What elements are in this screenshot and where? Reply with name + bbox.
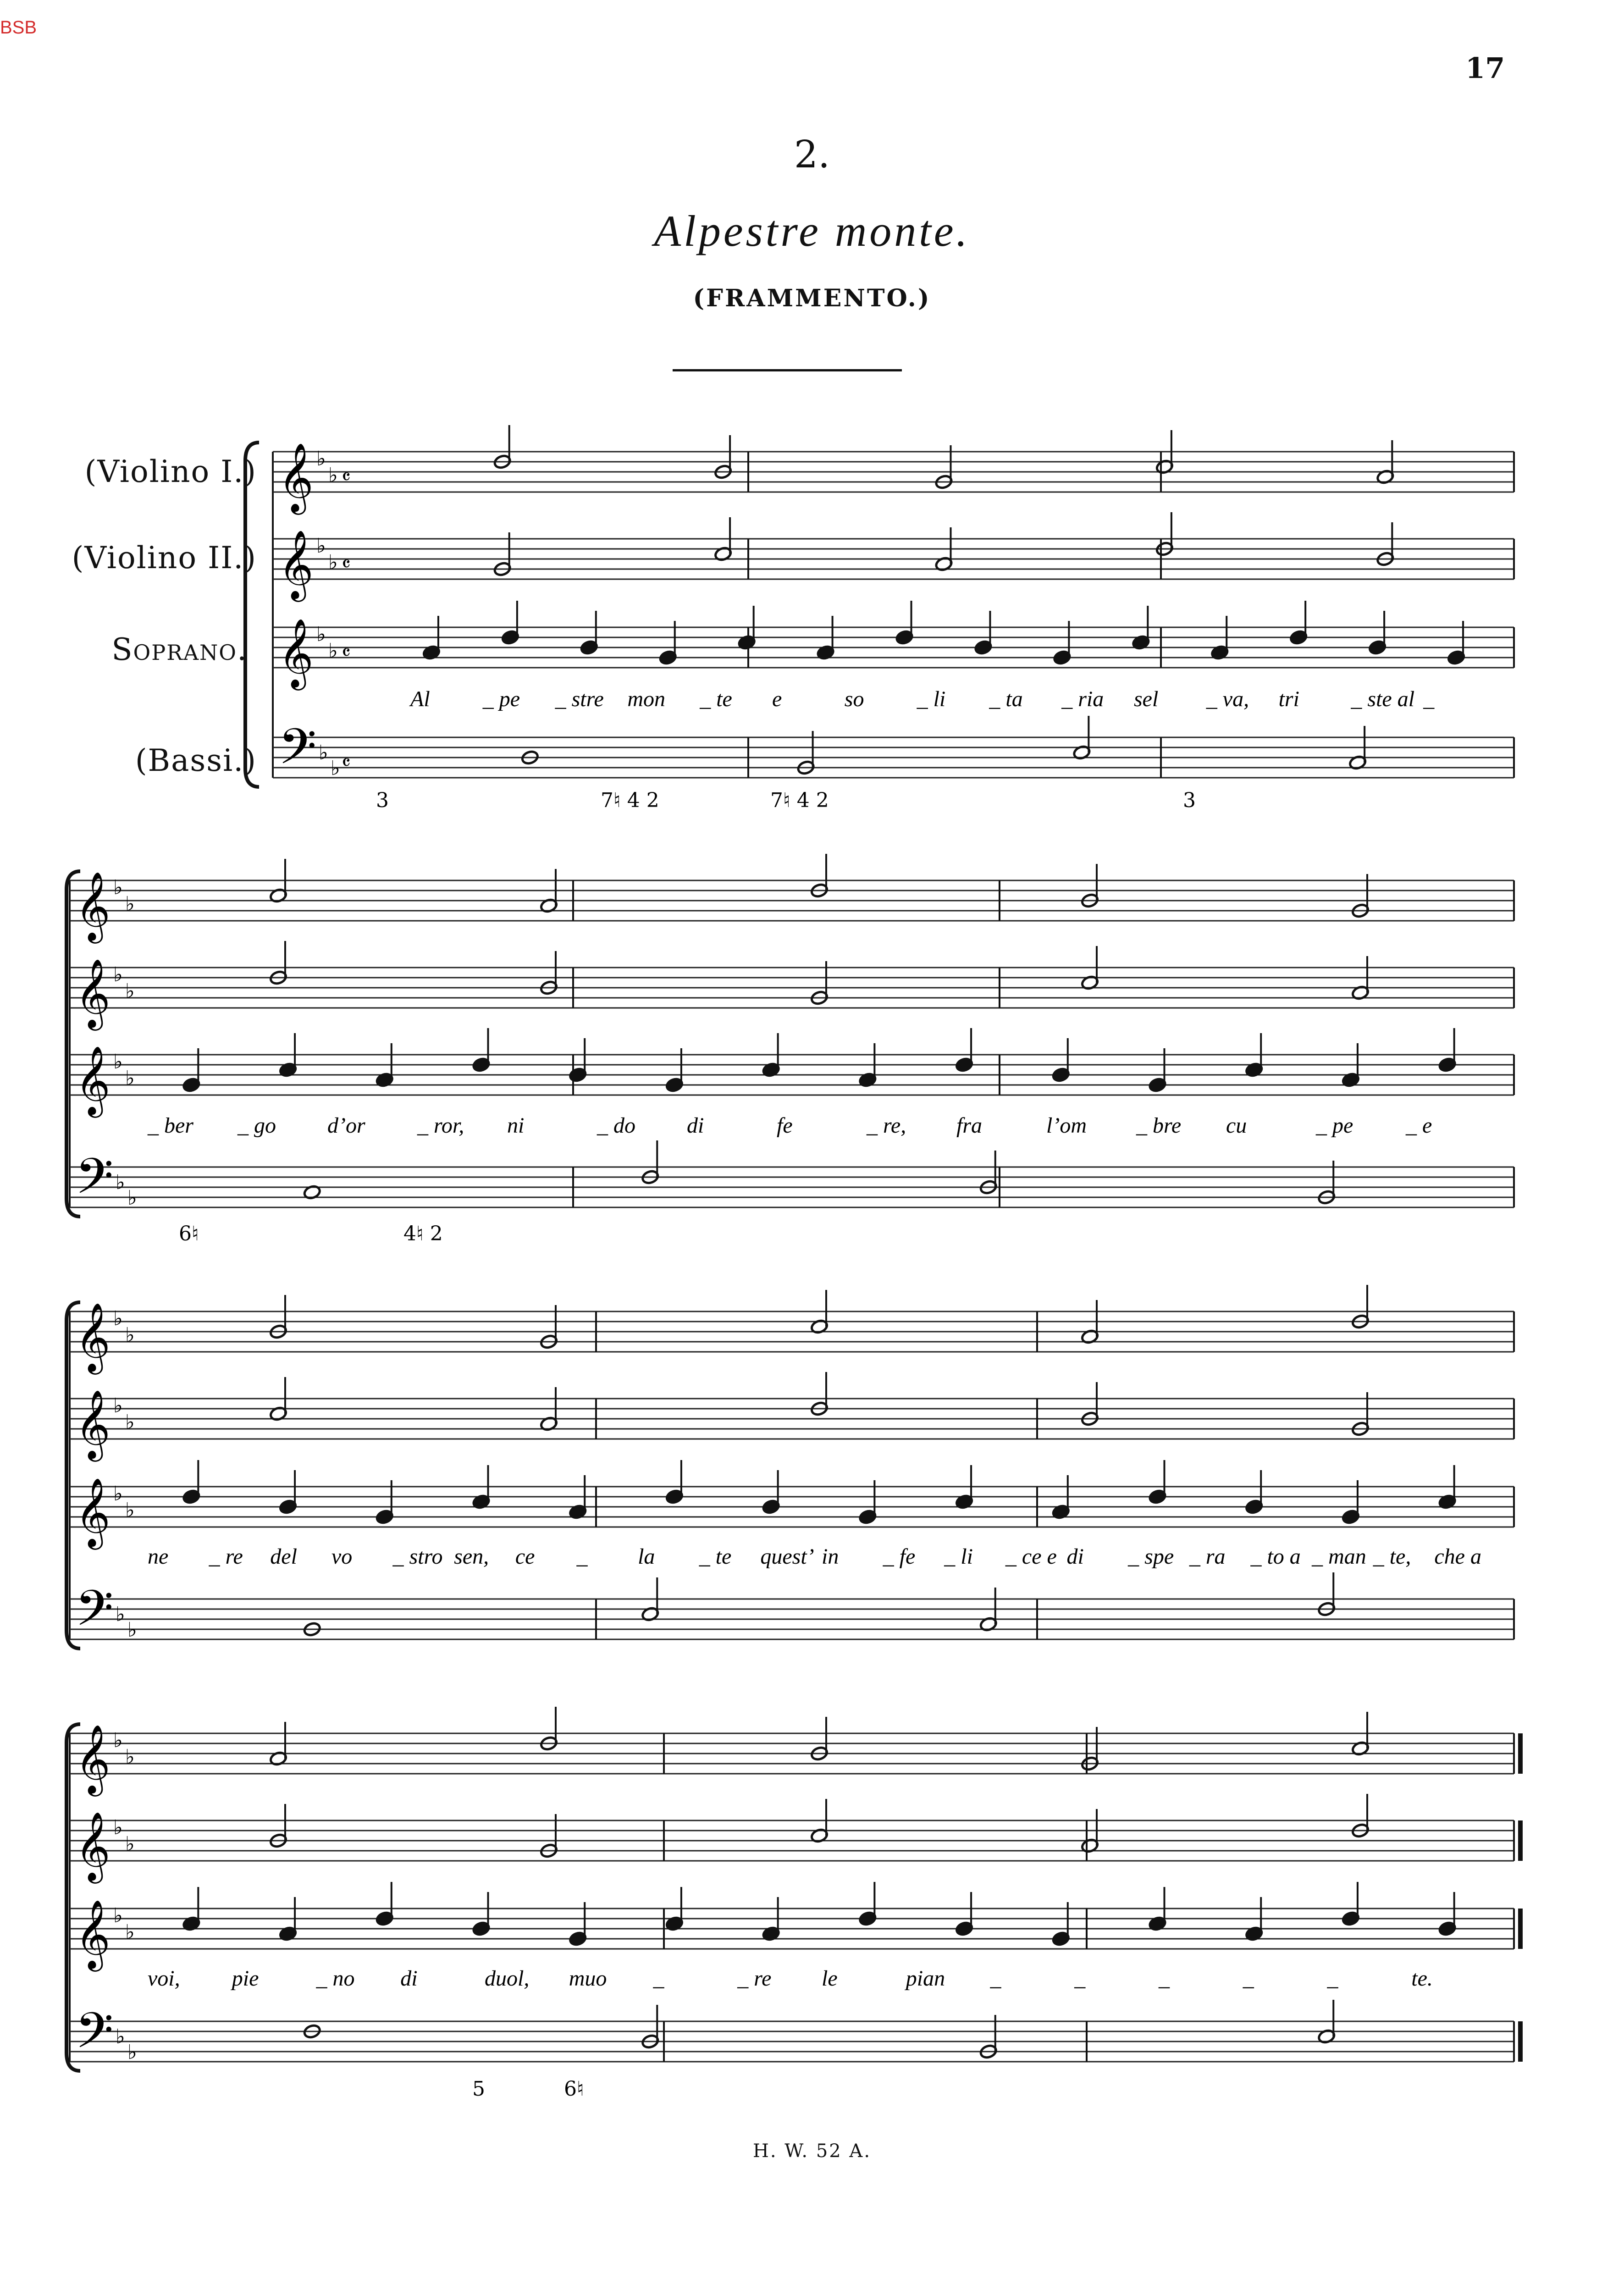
part-label-soprano: Soprano.	[111, 632, 248, 667]
lyric-syllable: sel	[1134, 687, 1159, 711]
flat-icon: ♭	[331, 757, 340, 780]
flat-icon: ♭	[116, 1171, 125, 1194]
lyric-syllable: _ va,	[1206, 687, 1249, 711]
treble-clef-icon: 𝄞	[75, 871, 110, 941]
flat-icon: ♭	[319, 741, 328, 764]
flat-icon: ♭	[116, 1603, 125, 1626]
bass-clef-icon: 𝄢	[278, 718, 317, 787]
flat-icon: ♭	[328, 464, 338, 487]
library-stamp: BSB	[0, 17, 37, 38]
figured-bass: 6♮	[564, 2077, 584, 2101]
treble-clef-icon: 𝄞	[75, 1389, 110, 1459]
figured-bass: 5	[472, 2077, 485, 2101]
part-label-bassi: (Bassi.)	[135, 743, 257, 778]
lyric-syllable: _ ror,	[417, 1113, 464, 1138]
flat-icon: ♭	[316, 447, 326, 470]
lyric-syllable: _ spe	[1128, 1544, 1174, 1569]
flat-icon: ♭	[316, 623, 326, 646]
treble-clef-icon: 𝄞	[278, 529, 314, 599]
lyric-syllable: fe	[777, 1113, 793, 1138]
lyric-syllable: _ re,	[867, 1113, 906, 1138]
lyric-syllable: Al	[410, 687, 430, 711]
lyric-syllable: la	[638, 1544, 655, 1569]
flat-icon: ♭	[125, 1067, 135, 1090]
lyric-syllable: del	[270, 1544, 297, 1569]
flat-icon: ♭	[113, 1904, 123, 1927]
lyric-syllable: duol,	[485, 1966, 530, 1991]
figured-bass: 3	[376, 789, 389, 812]
flat-icon: ♭	[125, 1411, 135, 1434]
lyric-syllable: le	[822, 1966, 838, 1991]
flat-icon: ♭	[316, 534, 326, 558]
flat-icon: ♭	[113, 1729, 123, 1752]
lyric-syllable: _	[1327, 1966, 1338, 1991]
part-label-violino-1: (Violino I.)	[84, 454, 257, 489]
lyric-syllable: muo	[569, 1966, 607, 1991]
flat-icon: ♭	[113, 1482, 123, 1505]
flat-icon: ♭	[113, 876, 123, 899]
figured-bass: 3	[1183, 789, 1196, 812]
flat-icon: ♭	[113, 1050, 123, 1073]
lyric-syllable: _ bre	[1136, 1113, 1182, 1138]
flat-icon: ♭	[125, 1323, 135, 1347]
lyric-syllable: _ stro	[392, 1544, 443, 1569]
lyric-syllable: _ ra	[1189, 1544, 1226, 1569]
lyric-syllable: fra	[956, 1113, 983, 1138]
lyric-syllable: l’om	[1046, 1113, 1087, 1138]
lyric-syllable: _ li	[944, 1544, 973, 1569]
piece-title: Alpestre monte.	[654, 206, 970, 255]
lyric-syllable: _ li	[917, 687, 946, 711]
treble-clef-icon: 𝄞	[75, 1477, 110, 1547]
lyric-syllable: sen,	[454, 1544, 489, 1569]
common-time-icon: 𝄴	[342, 465, 351, 489]
piece-number: 2.	[794, 133, 830, 177]
treble-clef-icon: 𝄞	[75, 1724, 110, 1793]
part-label-violino-2: (Violino II.)	[72, 540, 257, 575]
lyric-syllable: di	[1066, 1544, 1084, 1569]
flat-icon: ♭	[113, 1394, 123, 1417]
lyric-syllable: _ te,	[1373, 1544, 1411, 1569]
lyric-syllable: _ no	[316, 1966, 355, 1991]
lyric-syllable: e	[772, 687, 782, 711]
flat-icon: ♭	[125, 1745, 135, 1769]
lyric-syllable: cu	[1226, 1113, 1247, 1138]
flat-icon: ♭	[125, 1499, 135, 1522]
figured-bass: 7♮ 4 2	[770, 789, 829, 812]
flat-icon: ♭	[125, 1920, 135, 1944]
treble-clef-icon: 𝄞	[278, 442, 314, 512]
treble-clef-icon: 𝄞	[75, 1899, 110, 1969]
lyric-syllable: _	[990, 1966, 1001, 1991]
flat-icon: ♭	[125, 892, 135, 916]
lyric-syllable: _ fe	[883, 1544, 916, 1569]
figured-bass: 7♮ 4 2	[601, 789, 659, 812]
figured-bass: 6♮	[179, 1222, 199, 1245]
flat-icon: ♭	[125, 1832, 135, 1856]
lyric-syllable: in	[822, 1544, 839, 1569]
lyric-syllable: tri	[1278, 687, 1299, 711]
treble-clef-icon: 𝄞	[278, 618, 314, 687]
lyric-syllable: _	[576, 1544, 588, 1569]
lyric-syllable: _ te	[699, 1544, 732, 1569]
lyric-syllable: mon	[627, 687, 666, 711]
lyric-syllable: _ ce e	[1005, 1544, 1057, 1569]
lyric-syllable: _ e	[1406, 1113, 1432, 1138]
lyric-syllable: ce	[515, 1544, 535, 1569]
bass-clef-icon: 𝄢	[75, 2002, 114, 2071]
lyric-syllable: di	[687, 1113, 704, 1138]
flat-icon: ♭	[127, 2041, 137, 2064]
treble-clef-icon: 𝄞	[75, 958, 110, 1028]
lyric-syllable: _	[1423, 687, 1435, 711]
page-number: 17	[1465, 51, 1505, 85]
lyric-syllable: quest’	[760, 1544, 814, 1569]
lyric-syllable: d’or	[327, 1113, 365, 1138]
flat-icon: ♭	[328, 639, 338, 663]
lyric-syllable: _ ber	[148, 1113, 193, 1138]
flat-icon: ♭	[328, 551, 338, 574]
treble-clef-icon: 𝄞	[75, 1811, 110, 1881]
bass-clef-icon: 𝄢	[75, 1579, 114, 1649]
lyric-syllable: ni	[507, 1113, 525, 1138]
piece-subtitle: (FRAMMENTO.)	[693, 284, 931, 312]
lyric-syllable: _ go	[238, 1113, 276, 1138]
lyric-syllable: _ re	[737, 1966, 772, 1991]
plate-number: H. W. 52 A.	[752, 2141, 872, 2162]
lyric-syllable: _ te	[700, 687, 732, 711]
common-time-icon: 𝄴	[342, 553, 351, 576]
lyric-syllable: _	[1159, 1966, 1170, 1991]
lyric-syllable: _	[1074, 1966, 1086, 1991]
lyric-syllable: _ re	[209, 1544, 243, 1569]
lyric-syllable: te.	[1411, 1966, 1433, 1991]
lyric-syllable: _ ste al	[1351, 687, 1415, 711]
lyric-syllable: _ do	[597, 1113, 635, 1138]
common-time-icon: 𝄴	[342, 751, 351, 775]
lyric-syllable: ne	[148, 1544, 169, 1569]
lyric-syllable: _ pe	[482, 687, 520, 711]
lyric-syllable: pie	[232, 1966, 259, 1991]
figured-bass: 4♮ 2	[403, 1222, 443, 1245]
flat-icon: ♭	[127, 1618, 137, 1642]
treble-clef-icon: 𝄞	[75, 1045, 110, 1115]
flat-icon: ♭	[113, 1307, 123, 1330]
lyric-syllable: pian	[906, 1966, 945, 1991]
lyric-syllable: voi,	[148, 1966, 180, 1991]
lyric-syllable: _ ria	[1061, 687, 1104, 711]
lyric-syllable: di	[400, 1966, 418, 1991]
bass-clef-icon: 𝄢	[75, 1147, 114, 1217]
lyric-syllable: _ pe	[1316, 1113, 1353, 1138]
lyric-syllable: so	[844, 687, 864, 711]
lyric-syllable: che a	[1434, 1544, 1481, 1569]
lyric-syllable: _ stre	[555, 687, 604, 711]
common-time-icon: 𝄴	[342, 641, 351, 664]
flat-icon: ♭	[127, 1186, 137, 1210]
flat-icon: ♭	[113, 963, 123, 986]
lyric-syllable: _	[653, 1966, 664, 1991]
treble-clef-icon: 𝄞	[75, 1302, 110, 1372]
lyric-syllable: _ ta	[989, 687, 1023, 711]
flat-icon: ♭	[113, 1816, 123, 1839]
system-bracket	[245, 443, 259, 787]
flat-icon: ♭	[116, 2025, 125, 2048]
flat-icon: ♭	[125, 979, 135, 1003]
lyric-syllable: _	[1243, 1966, 1254, 1991]
lyric-syllable: vo	[331, 1544, 353, 1569]
lyric-syllable: _ to a	[1250, 1544, 1301, 1569]
lyric-syllable: _ man	[1312, 1544, 1366, 1569]
